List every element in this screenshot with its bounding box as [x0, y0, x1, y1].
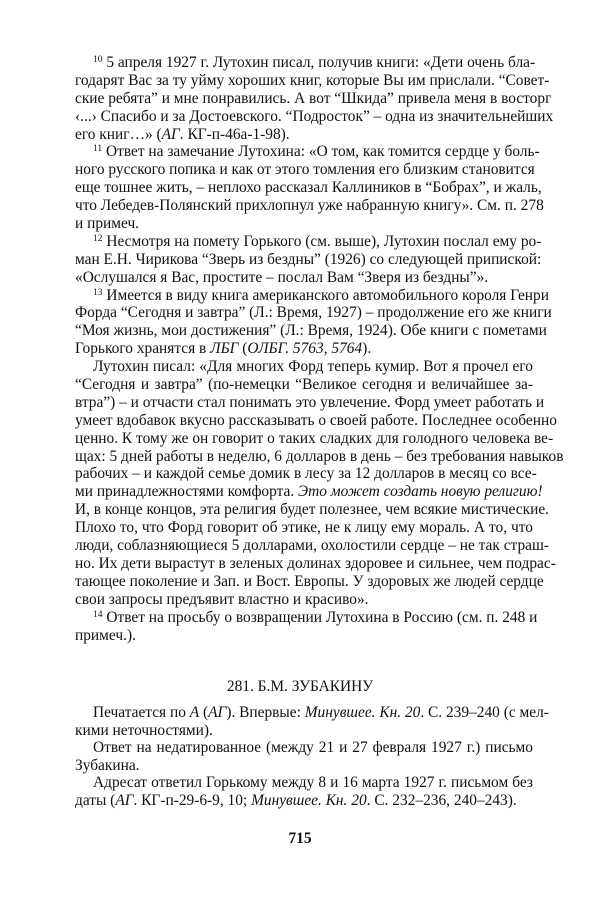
text-run: тающее поколение и Зап. и Вост. Европы. У здоровых же людей сердце [75, 572, 544, 590]
text-line [75, 358, 533, 376]
italic-text: Это может создать новую религию! [298, 483, 543, 501]
text-line [75, 304, 552, 322]
note-number: 13 [93, 287, 103, 298]
text-line [75, 572, 544, 591]
text-run: годарят Вас за ту уйму хороших книг, которые Вы им прислали. “Совет- [75, 71, 550, 89]
text-line [75, 215, 533, 233]
italic-text: АГ [161, 125, 180, 143]
commentary-block [75, 704, 549, 810]
text-run: “Моя жизнь, мои достижения” (Л.: Время, 1924). Обе книги с пометами [75, 322, 547, 340]
text-run: и примеч. [75, 215, 140, 233]
text-line [75, 376, 533, 394]
text-line [75, 608, 538, 627]
text-run: И, в конце концов, эта религия будет полезнее, чем всякие мистические. [75, 501, 549, 519]
endnote-paragraph [75, 232, 542, 287]
text-run: ми принадлежностями комфорта. [75, 483, 299, 501]
text-run: Имеется в виду книга американского автомобильного короля Генри [102, 286, 549, 304]
text-run: ). [362, 340, 372, 358]
text-run: . КГ-п-46а-1-98). [179, 125, 290, 143]
text-line [75, 393, 545, 412]
text-run: даты ( [75, 791, 116, 809]
text-run: «Ослушался я Вас, простите – послал Вам “Зверя из бездны”». [75, 268, 489, 286]
text-run: 5 апреля 1927 г. Лутохин писал, получив книги: «Дети очень бла- [102, 54, 536, 71]
commentary-paragraph [75, 774, 533, 809]
text-run: . С. 239–240 (с мел- [420, 704, 549, 721]
italic-text: АГ [115, 791, 134, 809]
text-run: еще тошнее жить, – неплохо рассказал Каллиников в “Бобрах”, и жаль, [75, 179, 542, 197]
endnote-paragraph [75, 608, 538, 645]
text-run: умеет вдобавок вкусно рассказывать о своей работе. Последнее особенно [75, 411, 557, 429]
endnotes-block [75, 54, 564, 644]
note-number: 14 [93, 609, 103, 620]
italic-text: ЛБГ [210, 340, 239, 358]
text-run: кими неточностями). [75, 721, 213, 739]
text-line [75, 591, 533, 609]
endnote-paragraph [75, 286, 552, 359]
text-line [75, 739, 533, 757]
section-heading: 281. Б.М. ЗУБАКИНУ [226, 678, 374, 695]
text-line [75, 179, 542, 197]
text-run: Форда “Сегодня и завтра” (Л.: Время, 1927) – продолжение его же книги [75, 304, 552, 322]
commentary-paragraph [75, 704, 549, 739]
endnote-paragraph [75, 143, 544, 233]
text-line [75, 107, 554, 126]
text-run: щах: 5 дней работы в неделю, 6 долларов в день – без требования навыков [75, 447, 564, 465]
text-run: ман Е.Н. Чирикова “Зверь из бездны” (1926) со следующей припиской: [75, 250, 542, 268]
text-run: Ответ на просьбу о возвращении Лутохина в Россию (см. п. 248 и [102, 608, 538, 626]
text-line [75, 465, 537, 483]
text-line [75, 286, 549, 305]
italic-text: Минувшее. Кн. 20 [304, 704, 421, 721]
italic-text: ОЛБГ. 5763, 5764 [247, 340, 363, 358]
text-run: Зубакина. [75, 756, 140, 774]
text-run: ( [238, 340, 248, 358]
text-run: Ответ на замечание Лутохина: «О том, как томится сердце у боль- [102, 143, 540, 161]
text-run: Горького хранятся в [75, 340, 211, 358]
text-run: примеч.). [75, 626, 136, 644]
text-line [75, 757, 533, 775]
text-run: свои запросы предъявит властно и красиво». [75, 590, 369, 608]
text-run: ( [199, 704, 209, 721]
text-line [75, 126, 533, 144]
text-run: Печатается по [93, 704, 190, 721]
text-run: рабочих – и каждой семье домик в лесу за 12 долларов в месяц со все- [75, 465, 537, 483]
text-run: Ответ на недатированное (между 21 и 27 февраля 1927 г.) письмо [93, 739, 533, 757]
text-run: ‹...› Спасибо и за Достоевского. “Подросток” – одна из значительнейших [75, 107, 554, 125]
text-line [75, 232, 542, 251]
text-run: Адресат ответил Горькому между 8 и 16 марта 1927 г. письмом без [93, 774, 533, 792]
text-run: ного русского попика и как от этого томления его близким становится [75, 161, 535, 179]
text-run: втра”) – и отчасти стал понимать это увлечение. Форд умеет работать и [75, 393, 545, 411]
text-line [75, 704, 549, 722]
text-line [75, 537, 549, 555]
text-line [75, 501, 549, 519]
text-line [75, 54, 536, 72]
note-number: 12 [93, 233, 103, 244]
text-run: Плохо то, что Форд говорит об этике, не к лицу ему мораль. А то, что [75, 519, 533, 537]
note-number: 11 [93, 144, 103, 155]
endnote-paragraph [75, 358, 564, 608]
text-run: ценно. К тому же он говорит о таких сладких для голодного человека ве- [75, 429, 554, 447]
text-run: люди, соблазняющиеся 5 долларами, охолостили сердце – не так страш- [75, 537, 549, 555]
text-run: что Лебедев-Полянский прихлопнул уже набранную книгу». См. п. 278 [75, 197, 544, 215]
text-line [75, 143, 540, 161]
endnote-paragraph [75, 54, 554, 143]
text-line [75, 429, 554, 448]
text-run: но. Их дети вырастут в зеленых долинах здоровее и сильнее, чем подрас- [75, 554, 556, 572]
text-line [75, 792, 533, 810]
italic-text: А [189, 704, 200, 721]
page-number: 715 [288, 830, 312, 847]
text-line [75, 322, 547, 340]
text-line [75, 447, 564, 466]
note-number: 10 [93, 55, 103, 65]
text-line [75, 197, 544, 215]
text-line [75, 774, 533, 792]
italic-text: АГ [208, 704, 227, 721]
text-run: Лутохин писал: «Для многих Форд теперь кумир. Вот я прочел его [93, 358, 533, 376]
text-line [75, 554, 556, 573]
text-run: “Сегодня и завтра” (по-немецки “Великое сегодня и величайшее за- [75, 376, 533, 394]
text-line [75, 89, 552, 108]
text-line [75, 627, 533, 645]
text-run: . КГ-п-29-6-9, 10; [133, 791, 252, 809]
text-line [75, 269, 533, 287]
italic-text: Минувшее. Кн. 20 [251, 791, 367, 809]
commentary-paragraph [75, 739, 533, 774]
text-line [75, 722, 533, 740]
text-line [75, 411, 557, 430]
text-run: Несмотря на помету Горького (см. выше), Лутохин послал ему ро- [102, 232, 542, 250]
text-line [75, 250, 542, 269]
text-line [75, 71, 550, 90]
text-line [75, 161, 533, 179]
text-run: его книг…» ( [75, 125, 162, 143]
text-line [75, 483, 543, 501]
text-run: . С. 232–236, 240–243). [366, 791, 517, 809]
text-line [75, 340, 533, 358]
text-run: ские ребята” и мне понравились. А вот “Шкида” привела меня в восторг [75, 89, 552, 107]
text-line [75, 519, 533, 537]
text-run: ). Впервые: [226, 704, 305, 721]
